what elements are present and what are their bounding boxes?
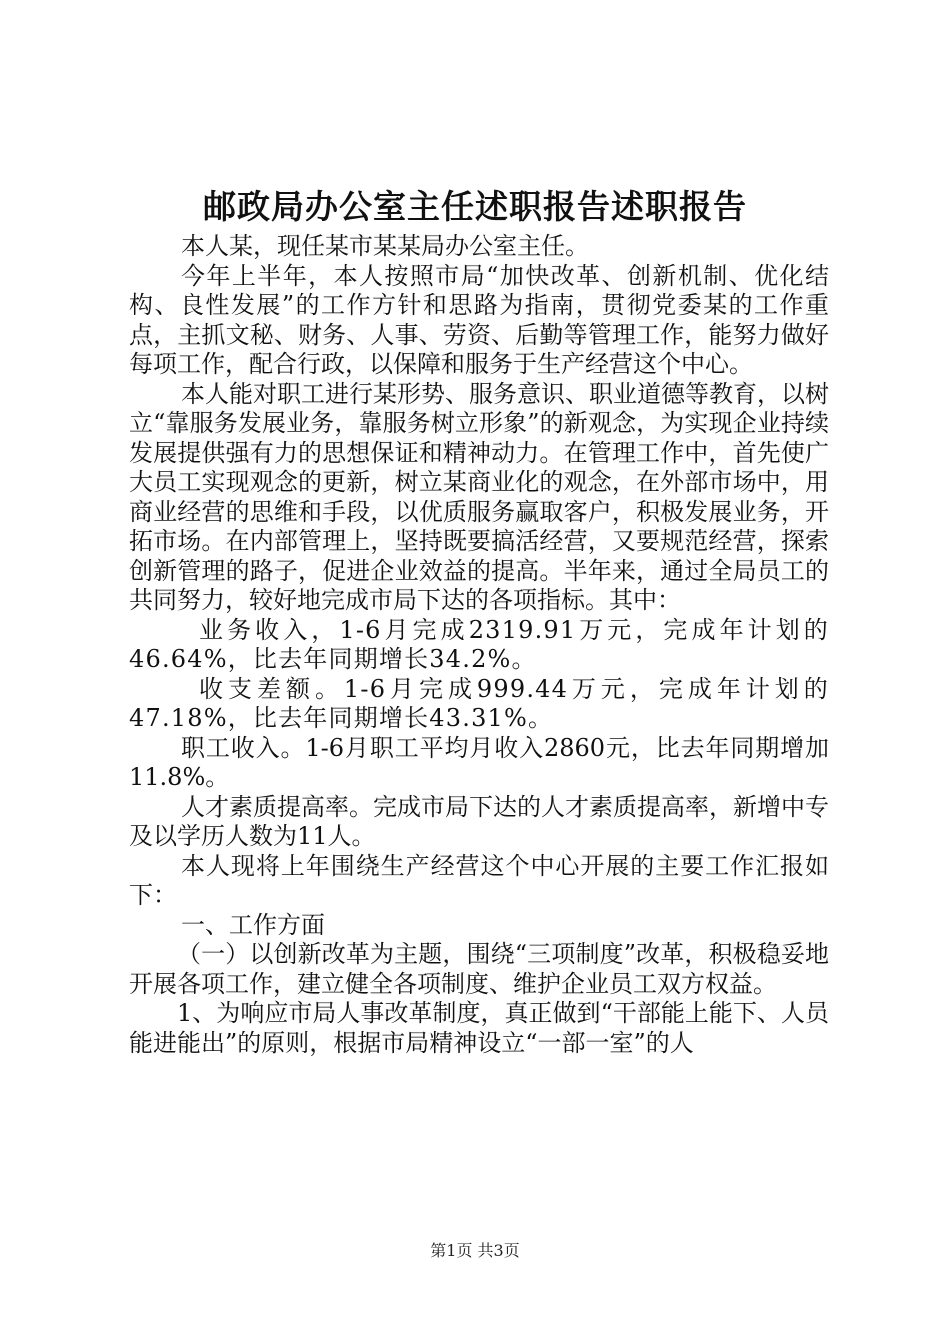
- paragraph-reform: （一）以创新改革为主题，围绕“三项制度”改革，积极稳妥地开展各项工作，建立健全各项制度、维护企业员工双方权益。: [129, 940, 829, 998]
- paragraph-work-approach: 今年上半年，本人按照市局“加快改革、创新机制、优化结构、良性发展”的工作方针和思路为指南，贯彻党委某的工作重点，主抓文秘、财务、人事、劳资、后勤等管理工作，能努力做好每项工作，配合行政，以保障和服务于生产经营这个中心。: [129, 261, 829, 378]
- document-title: 邮政局办公室主任述职报告述职报告: [203, 187, 747, 226]
- paragraph-intro: 本人某，现任某市某某局办公室主任。: [181, 232, 589, 260]
- paragraph-balance: 收支差额。1-6月完成999.44万元，完成年计划的47.18%，比去年同期增长43.31%。: [129, 674, 829, 732]
- page-footer: 第1页 共3页: [430, 1241, 520, 1260]
- paragraph-talent-quality: 人才素质提高率。完成市局下达的人才素质提高率，新增中专及以学历人数为11人。: [129, 792, 829, 850]
- paragraph-personnel-reform: 1、为响应市局人事改革制度，真正做到“干部能上能下、人员能进能出”的原则，根据市局精神设立“一部一室”的人: [129, 999, 829, 1057]
- section-heading-work: 一、工作方面: [181, 910, 325, 939]
- paragraph-education: 本人能对职工进行某形势、服务意识、职业道德等教育，以树立“靠服务发展业务，靠服务树立形象”的新观念，为实现企业持续发展提供强有力的思想保证和精神动力。在管理工作中，首先使广大员工实现观念的更新，树立某商业化的观念，在外部市场中，用商业经营的思维和手段，以优质服务赢取客户，积极发展业务，开拓市场。在内部管理上，坚持既要搞活经营，又要规范经营，探索创新管理的路子，促进企业效益的提高。半年来，通过全局员工的共同努力，较好地完成市局下达的各项指标。其中：: [129, 379, 829, 614]
- paragraph-business-income: 业务收入，1-6月完成2319.91万元，完成年计划的46.64%，比去年同期增长34.2%。: [129, 615, 829, 673]
- paragraph-staff-income: 职工收入。1-6月职工平均月收入2860元，比去年同期增加11.8%。: [129, 733, 829, 791]
- document-body: [129, 232, 829, 1058]
- paragraph-report-intro: 本人现将上年围绕生产经营这个中心开展的主要工作汇报如下：: [129, 851, 829, 909]
